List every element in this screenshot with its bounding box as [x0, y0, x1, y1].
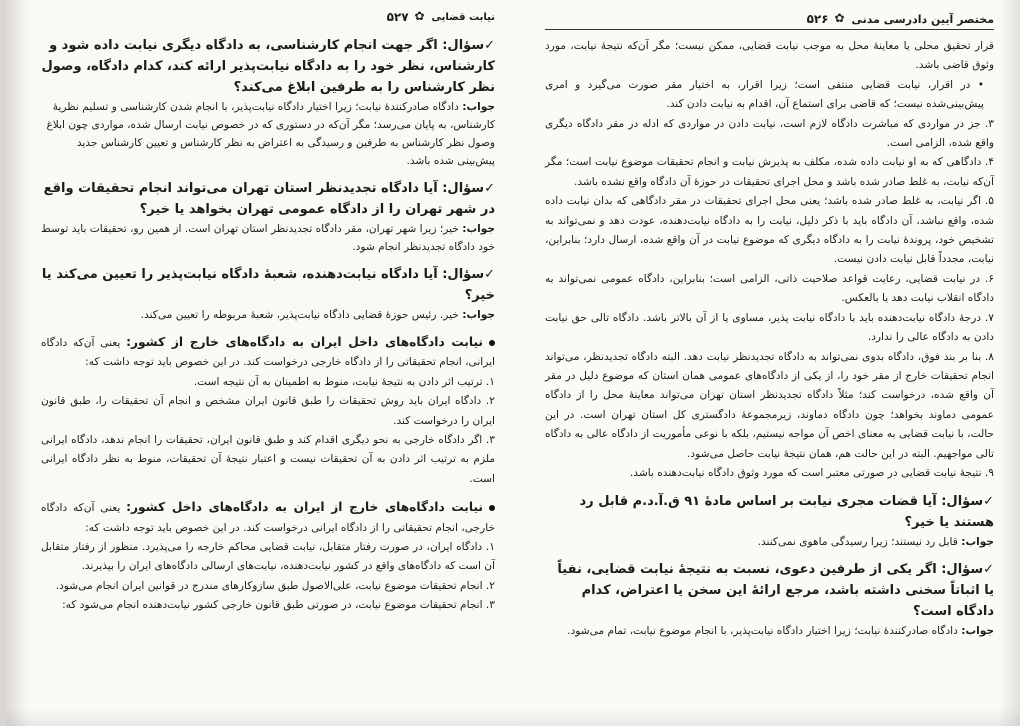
answer-text: دادگاه صادرکنندهٔ نیابت؛ زیرا اختیار دادگاه نیابت‌پذیر، با انجام شدن کارشناسی و تسلیم نظریهٔ کارشناس، به پایان می‌رسد؛ مگر آن‌که در دستوری که در خصوص نیابت ارسال شده، مواردی چون ابلاغ وصول نظر کارشناس به طرفین و رسیدگی به اعتراض به نظر کارشناس و تعیین کارشناس جدید پیش‌بینی شده باشد.	[46, 101, 495, 167]
page-shadow	[517, 708, 1020, 726]
section-heading: نیابت دادگاه‌های خارج از ایران به دادگاه‌های داخل کشور:	[126, 500, 495, 514]
paragraph: ۶. در نیابت قضایی، رعایت قواعد صلاحیت ذاتی، الزامی است؛ بنابراین، دادگاه عمومی نمی‌تواند به دادگاه انقلاب نیابت دهد یا بالعکس.	[545, 272, 994, 305]
answer	[41, 98, 495, 170]
qa-block	[41, 35, 495, 170]
answer-label: جواب:	[462, 309, 495, 321]
running-title: مختصر آیین دادرسی مدنی	[851, 12, 994, 26]
running-head	[545, 12, 994, 30]
question: ✓سؤال: آیا قضات مجری نیابت بر اساس مادهٔ ۹۱ ق.آ.د.م قابل رد هستند یا خیر؟	[579, 494, 994, 531]
answer-text: خیر؛ زیرا شهر تهران، مقر دادگاه تجدیدنظر استان تهران است. از همین رو، تحقیقات باید توسط خود دادگاه تجدیدنظر انجام شود.	[41, 223, 495, 253]
list-item: ۱. ترتیب اثر دادن به نتیجهٔ نیابت، منوط به اطمینان به آن نتیجه است.	[193, 375, 495, 388]
list-item: ۳. انجام تحقیقات موضوع نیابت، در صورتی طبق قانون خارجی کشور نیابت‌دهنده انجام می‌شود که:	[62, 599, 495, 612]
question: ✓سؤال: آیا دادگاه تجدیدنظر استان تهران می‌تواند انجام تحقیقات واقع در شهر تهران را از دادگاه عمومی تهران بخواهد یا خیر؟	[43, 181, 495, 217]
paragraph: ۷. درجهٔ دادگاه نیابت‌دهنده باید با دادگاه نیابت پذیر، مساوی یا از آن بالاتر باشد. دادگاه تالی حق نیابت دادن به دادگاه عالی را ندارد.	[545, 311, 994, 344]
page-526	[517, 0, 1020, 726]
answer	[41, 220, 495, 256]
qa-block	[41, 264, 495, 324]
section-heading: نیابت دادگاه‌های داخل ایران به دادگاه‌های خارج از کشور:	[126, 335, 495, 349]
paragraph: ۴. دادگاهی که به او نیابت داده شده، مکلف به پذیرش نیابت و انجام تحقیقات موضوع نیابت است؛ مگر آن‌که نیابت، به غلط صادر شده باشد و محل اجرای تحقیقات در حوزهٔ آن دادگاه واقع نشده باشد.	[545, 156, 994, 188]
question: ✓سؤال: اگر یکی از طرفین دعوی، نسبت به نتیجهٔ نیابت قضایی، نفیاً یا اثباتاً سخنی داشته باشد، مرجع ارائهٔ این سخن یا اعتراض، کدام دادگاه است؟	[557, 562, 994, 620]
answer-label: جواب:	[961, 536, 994, 549]
paragraph: قرار تحقیق محلی یا معاینهٔ محل به موجب نیابت قضایی، ممکن نیست؛ مگر آن‌که نتیجهٔ نیابت، مورد وثوق قاضی باشد.	[545, 40, 994, 72]
bullet-icon	[489, 340, 495, 346]
answer-text: خیر. رئیس حوزهٔ قضایی دادگاه نیابت‌پذیر، شعبهٔ مربوطه را تعیین می‌کند.	[140, 309, 459, 321]
answer	[545, 622, 994, 640]
running-title: نیابت قضایی	[431, 11, 495, 23]
paragraph: ۸. بنا بر بند فوق، دادگاه بدوی نمی‌تواند به دادگاه تجدیدنظر نیابت دهد. البته دادگاه تجدیدنظر، می‌تواند انجام تحقیقات خارج از مقر خود را، از یکی از دادگاه‌های عمومی همان استان که موضوع دلیل در مقر آن واقع شده، درخواست کند؛ مثلاً دادگاه تجدیدنظر استان تهران می‌تواند معاینهٔ محل را از دادگاه عمومی دماوند بخواهد؛ چون دادگاه دماوند، زیرمجموعهٔ دادگستری کل استان تهران است. در این حالت، با نیابت قضایی به معنای اخص آن مواجه نیستیم، بلکه با نوعی مأموریت از دادگاه عالی به دادگاه تالی مواجهیم. البته در این حالت هم، همان نتیجهٔ نیابت حاصل می‌شود.	[545, 350, 994, 460]
page-number: ۵۲۶	[806, 12, 829, 26]
page-527	[7, 0, 517, 726]
body-text	[545, 37, 994, 483]
section-paragraph	[41, 332, 495, 373]
bullet-icon	[489, 505, 495, 511]
section-domestic-to-foreign	[41, 332, 495, 489]
answer-text: قابل رد نیستند؛ زیرا رسیدگی ماهوی نمی‌کنند.	[757, 536, 958, 549]
flower-ornament-icon	[835, 14, 846, 25]
gutter-shadow	[7, 0, 29, 726]
gutter-shadow	[998, 0, 1020, 726]
flower-ornament-icon	[415, 12, 426, 23]
list-item: ۳. اگر دادگاه خارجی به نحو دیگری اقدام کند و طبق قانون ایران، تحقیقات را انجام ندهد، دادگاه ایرانی ملزم به ترتیب اثر دادن به آن تحقیقات نیست و اعتبار نتیجهٔ آن تحقیقات، منوط به نظر دادگاه ایرانی است.	[41, 434, 495, 485]
list-item: ۲. انجام تحقیقات موضوع نیابت، علی‌الاصول طبق سازوکارهای مندرج در قوانین ایران انجام می‌شود.	[55, 579, 495, 592]
section-paragraph	[41, 497, 495, 538]
answer-label: جواب:	[961, 625, 994, 638]
page-number: ۵۲۷	[386, 10, 409, 24]
qa-block	[41, 178, 495, 256]
answer-text: دادگاه صادرکنندهٔ نیابت؛ زیرا اختیار دادگاه نیابت‌پذیر، با انجام موضوع نیابت، تمام می‌شود.	[567, 625, 958, 638]
question: ✓سؤال: اگر جهت انجام کارشناسی، به دادگاه دیگری نیابت داده شود و کارشناس، نظر خود را به دادگاه نیابت‌پذیر ارائه کند، کدام دادگاه، وصول نظر کارشناس را به طرفین ابلاغ می‌کند؟	[41, 38, 495, 95]
section-intro: یعنی آن‌که دادگاه ایرانی، انجام تحقیقاتی را از دادگاه خارجی درخواست کند. در این خصوص باید توجه داشت که:	[41, 337, 495, 369]
answer-label: جواب:	[462, 101, 495, 113]
qa-block	[545, 491, 994, 551]
paragraph: ۳. جز در مواردی که مباشرت دادگاه لازم است، نیابت دادن در مواردی که ادله در مقر دادگاه دیگری واقع شده، الزامی است.	[545, 117, 994, 150]
paragraph: ۵. اگر نیابت، به غلط صادر شده باشد؛ یعنی محل اجرای تحقیقات در مقر دادگاهی که بدان نیابت داده شده، واقع نباشد، آن دادگاه باید با ذکر دلیل، نیابت را به دادگاه نیابت‌دهنده، عودت دهد و نمی‌تواند به تشخیص خود، پروندهٔ نیابت را به دادگاه دیگری که موضوع نیابت در آن واقع شده، ارسال دارد؛ بنابراین، نیابت، مجدداً قابل نیابت دادن نیست.	[545, 195, 994, 266]
answer	[41, 306, 495, 324]
question: ✓سؤال: آیا دادگاه نیابت‌دهنده، شعبهٔ دادگاه نیابت‌پذیر را تعیین می‌کند یا خیر؟	[41, 267, 495, 303]
list-item: ۱. دادگاه ایران، در صورت رفتار متقابل، نیابت قضایی محاکم خارجه را می‌پذیرد. منظور از رفتار متقابل آن است که دادگاه‌های واقع در کشور نیابت‌دهنده، نیابت‌های ارسالی دادگاه‌های ایران را بپذیرند.	[41, 541, 495, 573]
paragraph: ۹. نتیجهٔ نیابت قضایی در صورتی معتبر است که مورد وثوق دادگاه نیابت‌دهنده باشد.	[629, 466, 994, 479]
section-intro: یعنی آن‌که دادگاه خارجی، انجام تحقیقاتی را از دادگاه ایرانی درخواست کند. در این خصوص باید توجه داشت که:	[41, 502, 495, 534]
answer	[545, 533, 994, 551]
section-foreign-to-domestic	[41, 497, 495, 615]
qa-block	[545, 559, 994, 640]
running-head	[41, 10, 495, 27]
page-shadow	[7, 708, 517, 726]
list-item: ۲. دادگاه ایران باید روش تحقیقات را طبق قانون ایران مشخص و انجام آن تحقیقات را، طبق قانون ایران را درخواست کند.	[41, 395, 495, 427]
paragraph: • در اقرار، نیابت قضایی منتفی است؛ زیرا اقرار، به اختیار مقر صورت می‌گیرد و امری پیش‌بینی‌شده نیست؛ که قاضی برای استماع آن، اقدام به نیابت دادن کند.	[545, 78, 984, 111]
answer-label: جواب:	[462, 223, 495, 235]
